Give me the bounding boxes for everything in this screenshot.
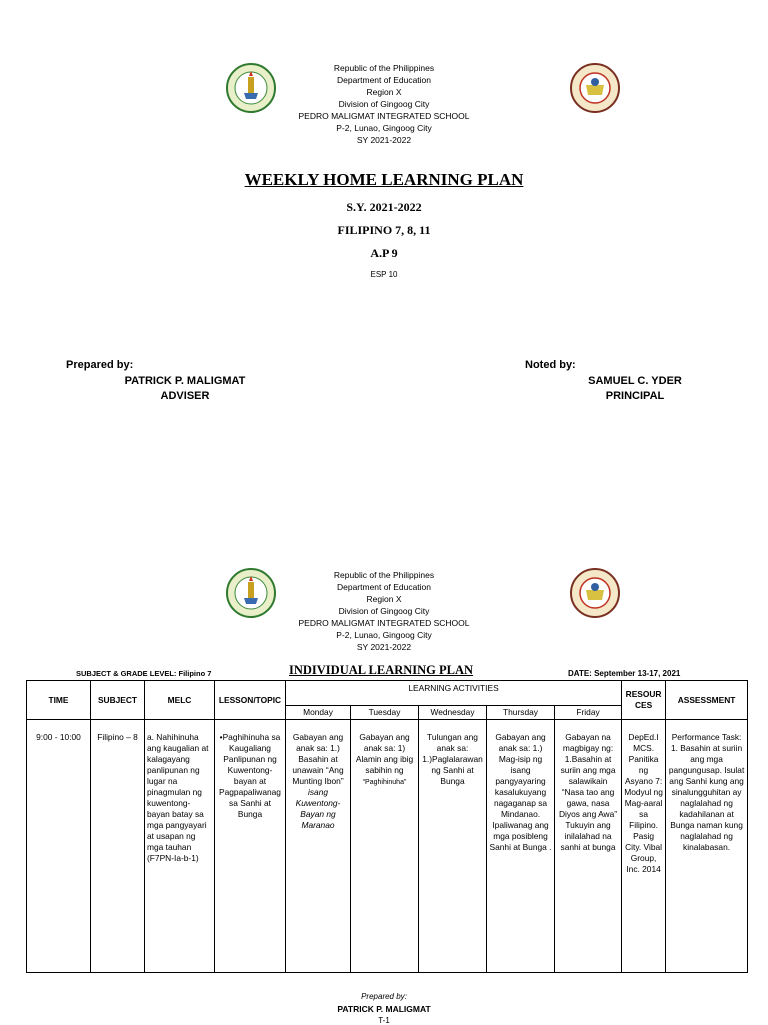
footer-name: PATRICK P. MALIGMAT [337, 1004, 431, 1014]
monday-italic-text: isang Kuwentong-Bayan ng Maranao [295, 787, 341, 830]
cell-friday: Gabayan na magbigay ng: 1.Basahin at suriin ang mga salawikain “Nasa tao ang gawa, nasa Diyos ang Awa” Tukuyin ang inilalahad na sanhi at bunga [555, 720, 622, 973]
cell-lesson: •Paghihinuha sa Kaugaliang Panlipunan ng Kuwentong-bayan at Pagpapaliwanag sa Sanhi at Bunga [215, 720, 286, 973]
cover-sy: S.Y. 2021-2022 [346, 200, 422, 214]
cover-subjects-1: FILIPINO 7, 8, 11 [337, 223, 431, 237]
col-header-subject: SUBJECT [91, 681, 145, 720]
cell-assessment: Performance Task: 1. Basahin at suriin ang mga pangungusap. Isulat ang Sanhi kung ang sinalungguhitan ay naglalahad ng kadahilanan at Bunga naman kung naglalahad ng kinalabasan. [666, 720, 748, 973]
cell-subject: Filipino – 8 [91, 720, 145, 973]
table-row [27, 720, 748, 973]
monday-text: Gabayan ang anak sa: 1.) Basahin at unawain “Ang Munting Ibon” [292, 732, 344, 786]
cell-wednesday: Tulungan ang anak sa: 1.)Paglalarawan ng Sanhi at Bunga [419, 720, 487, 973]
letterhead-line: SY 2021-2022 [356, 135, 412, 145]
plan-title: INDIVIDUAL LEARNING PLAN [289, 663, 474, 677]
cell-melc: a. Nahihinuha ang kaugalian at kalagayang panlipunan ng lugar na pinagmulan ng kuwentong-bayan batay sa mga pangyayari at usapan ng mga tauhan (F7PN-Ia-b-1) [145, 720, 215, 973]
col-header-lesson: LESSON/TOPIC [215, 681, 286, 720]
cover-title: WEEKLY HOME LEARNING PLAN [244, 170, 524, 189]
cover-subjects-3: ESP 10 [370, 270, 398, 279]
letterhead [234, 62, 534, 146]
table-header-row [27, 681, 748, 706]
noted-by-role: PRINCIPAL [605, 390, 665, 402]
letterhead-line: Department of Education [336, 582, 432, 592]
day-header-friday: Friday [555, 706, 622, 720]
col-header-resources: RESOUR CES [622, 681, 666, 720]
learning-plan-table [26, 680, 748, 973]
noted-by-name: SAMUEL C. YDER [588, 375, 682, 387]
cell-thursday: Gabayan ang anak sa: 1.) Mag-isip ng isang pangyayaring kasalukuyang nagaganap sa Mindanao. Ipaliwanag ang mga posibleng Sanhi at Bunga . [487, 720, 555, 973]
cell-monday [286, 720, 351, 973]
cell-resources: DepEd.I MCS. Panitika ng Asyano 7: Modyul ng Mag-aaral sa Filipino. Pasig City. Vibal Group, Inc. 2014 [622, 720, 666, 973]
tuesday-small-text: “Paghihinuha” [362, 779, 407, 786]
day-header-tuesday: Tuesday [351, 706, 419, 720]
letterhead-line: Department of Education [336, 75, 432, 85]
footer-prepared-label: Prepared by: [361, 992, 407, 1001]
subject-grade-level: SUBJECT & GRADE LEVEL: Filipino 7 [76, 669, 212, 678]
col-header-melc: MELC [145, 681, 215, 720]
col-header-activities: LEARNING ACTIVITIES [286, 681, 622, 706]
letterhead [234, 569, 534, 653]
letterhead-line: PEDRO MALIGMAT INTEGRATED SCHOOL [298, 111, 470, 121]
footer-role: T-1 [378, 1016, 390, 1025]
letterhead-line: Division of Gingoog City [338, 606, 430, 616]
day-header-monday: Monday [286, 706, 351, 720]
letterhead-line: PEDRO MALIGMAT INTEGRATED SCHOOL [298, 618, 470, 628]
letterhead-line: Republic of the Philippines [333, 570, 435, 580]
cell-tuesday [351, 720, 419, 973]
letterhead-line: Region X [366, 87, 402, 97]
prepared-by-label: Prepared by: [66, 359, 134, 371]
day-header-thursday: Thursday [487, 706, 555, 720]
col-header-assessment: ASSESSMENT [666, 681, 748, 720]
prepared-by-name: PATRICK P. MALIGMAT [124, 375, 246, 387]
day-header-wednesday: Wednesday [419, 706, 487, 720]
col-header-time: TIME [27, 681, 91, 720]
letterhead-line: Division of Gingoog City [338, 99, 430, 109]
letterhead-line: Region X [366, 594, 402, 604]
letterhead-line: SY 2021-2022 [356, 642, 412, 652]
noted-by-label: Noted by: [525, 359, 576, 371]
plan-date: DATE: September 13-17, 2021 [568, 669, 681, 678]
prepared-by-role: ADVISER [160, 390, 210, 402]
deped-seal-right [570, 63, 620, 113]
deped-seal-right [570, 568, 620, 618]
letterhead-line: P-2, Lunao, Gingoog City [336, 630, 432, 640]
cover-subjects-2: A.P 9 [370, 246, 398, 260]
letterhead-line: Republic of the Philippines [333, 63, 435, 73]
tuesday-text: Gabayan ang anak sa: 1) Alamin ang ibig sabihin ng [355, 732, 414, 775]
letterhead-line: P-2, Lunao, Gingoog City [336, 123, 432, 133]
cell-time: 9:00 - 10:00 [27, 720, 91, 973]
